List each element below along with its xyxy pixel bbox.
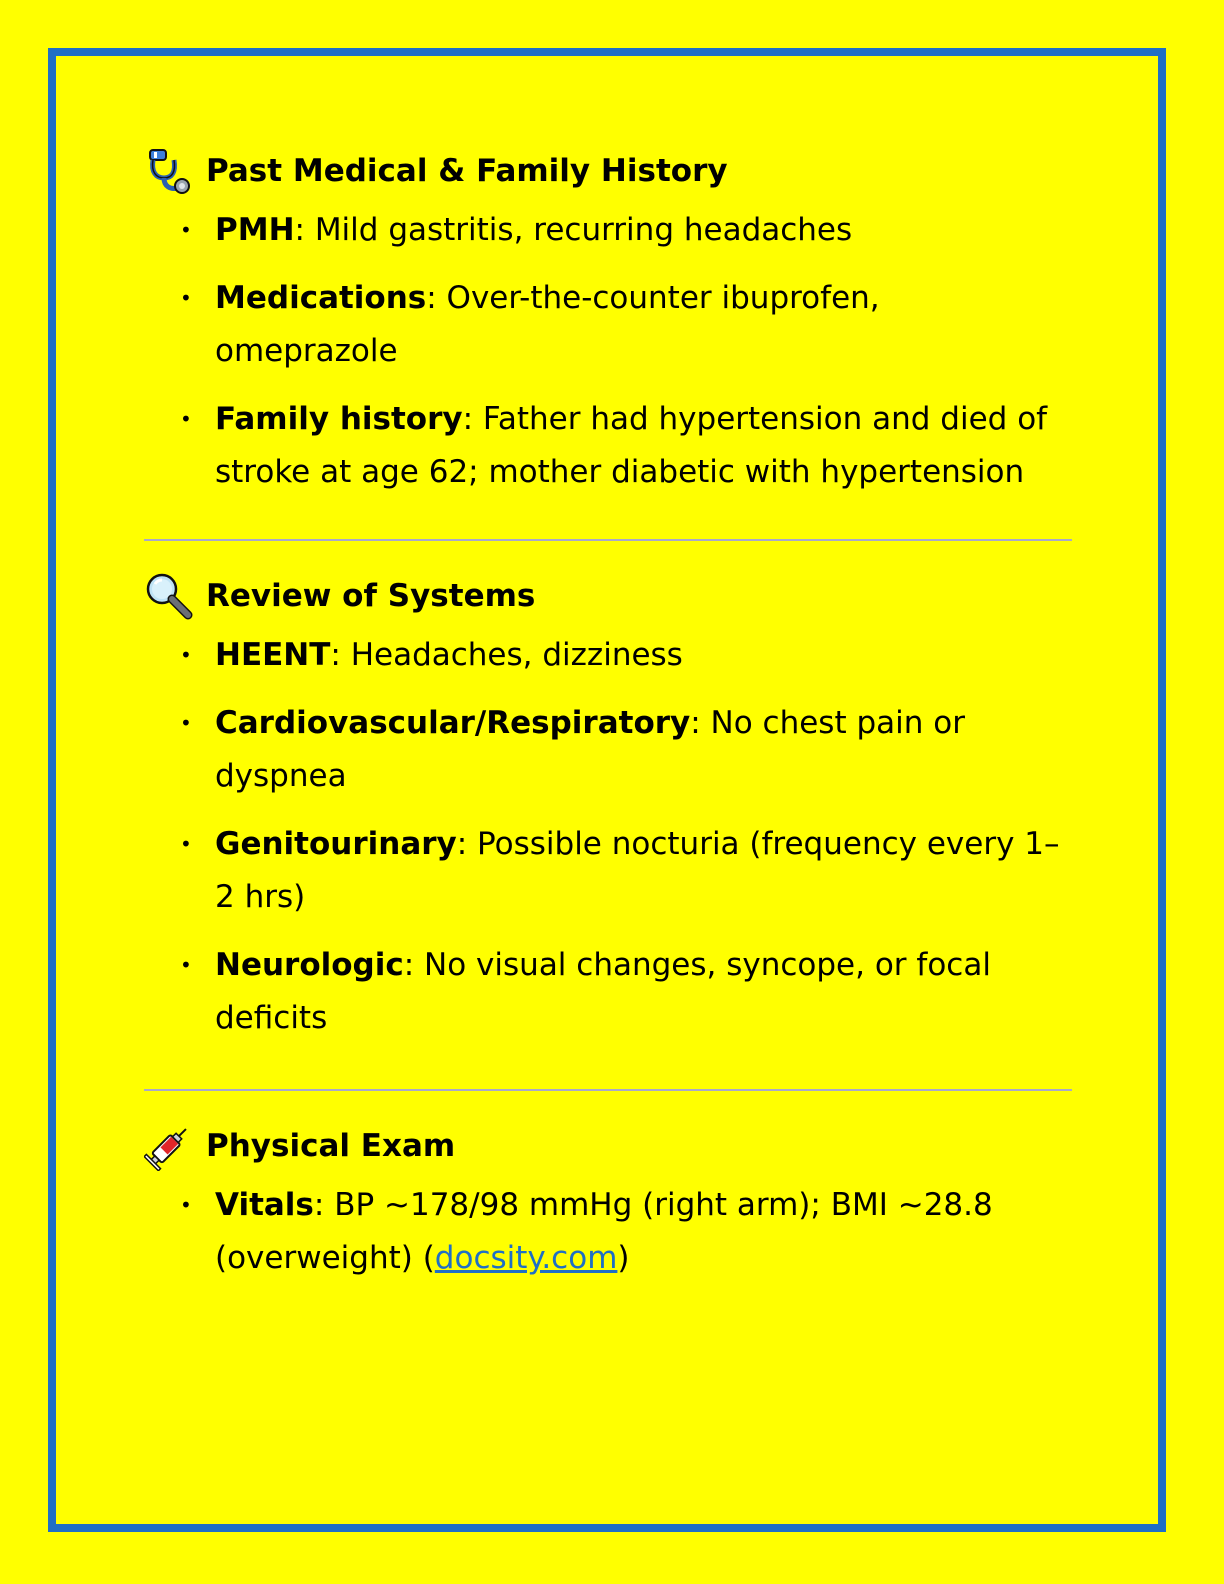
list-item [144, 818, 1072, 924]
item-term: Vitals [215, 1187, 314, 1223]
item-text: : Headaches, dizziness [330, 637, 683, 673]
item-term: PMH [215, 212, 295, 248]
item-text: : BP ~178/98 mmHg (right arm); BMI ~28.8 (overweight) ( [215, 1187, 993, 1276]
bullet: • [180, 953, 192, 977]
section-divider [144, 1089, 1072, 1091]
item-text: : Father had hypertension and died of stroke at age 62; mother diabetic with hypertension [215, 401, 1048, 490]
item-term: Family history [215, 401, 463, 437]
item-term: HEENT [215, 637, 331, 673]
section-heading [144, 1115, 1072, 1177]
item-term: Medications [215, 280, 427, 316]
list-item [144, 272, 1072, 378]
section-heading [144, 140, 1072, 202]
list-item [144, 204, 1072, 257]
item-list [144, 629, 1072, 1045]
section-heading-text: Past Medical & Family History [206, 152, 728, 189]
item-list [144, 1179, 1072, 1285]
item-text: : No visual changes, syncope, or focal deficits [215, 947, 991, 1036]
bullet: • [180, 407, 192, 431]
item-term: Neurologic [215, 947, 404, 983]
section-heading [144, 565, 1072, 627]
list-item [144, 697, 1072, 803]
stethoscope-icon [144, 146, 196, 196]
item-term: Genitourinary [215, 826, 457, 862]
item-text: : Possible nocturia (frequency every 1–2 hrs) [215, 826, 1060, 915]
section-heading-text: Physical Exam [206, 1127, 456, 1164]
bullet: • [180, 832, 192, 856]
source-link[interactable]: docsity.com [434, 1240, 618, 1276]
section-divider [144, 539, 1072, 541]
bullet: • [180, 286, 192, 310]
item-term: Cardiovascular/Respiratory [215, 705, 691, 741]
item-text: : Over-the-counter ibuprofen, omeprazole [215, 280, 880, 369]
section-heading-text: Review of Systems [206, 577, 536, 614]
item-text: : No chest pain or dyspnea [215, 705, 965, 794]
section-review-of-systems [144, 565, 1072, 1045]
list-item [144, 1179, 1072, 1285]
bullet: • [180, 643, 192, 667]
item-text: : Mild gastritis, recurring headaches [294, 212, 853, 248]
bullet: • [180, 1193, 192, 1217]
list-item [144, 629, 1072, 682]
list-item [144, 939, 1072, 1045]
section-past-medical-history [144, 140, 1072, 499]
item-text-after: ) [617, 1240, 630, 1276]
bullet: • [180, 711, 192, 735]
section-physical-exam [144, 1115, 1072, 1285]
magnifying-glass-icon [144, 571, 196, 621]
list-item [144, 393, 1072, 499]
item-list [144, 204, 1072, 499]
bullet: • [180, 218, 192, 242]
syringe-icon [144, 1121, 196, 1171]
document-content [144, 140, 1072, 1285]
